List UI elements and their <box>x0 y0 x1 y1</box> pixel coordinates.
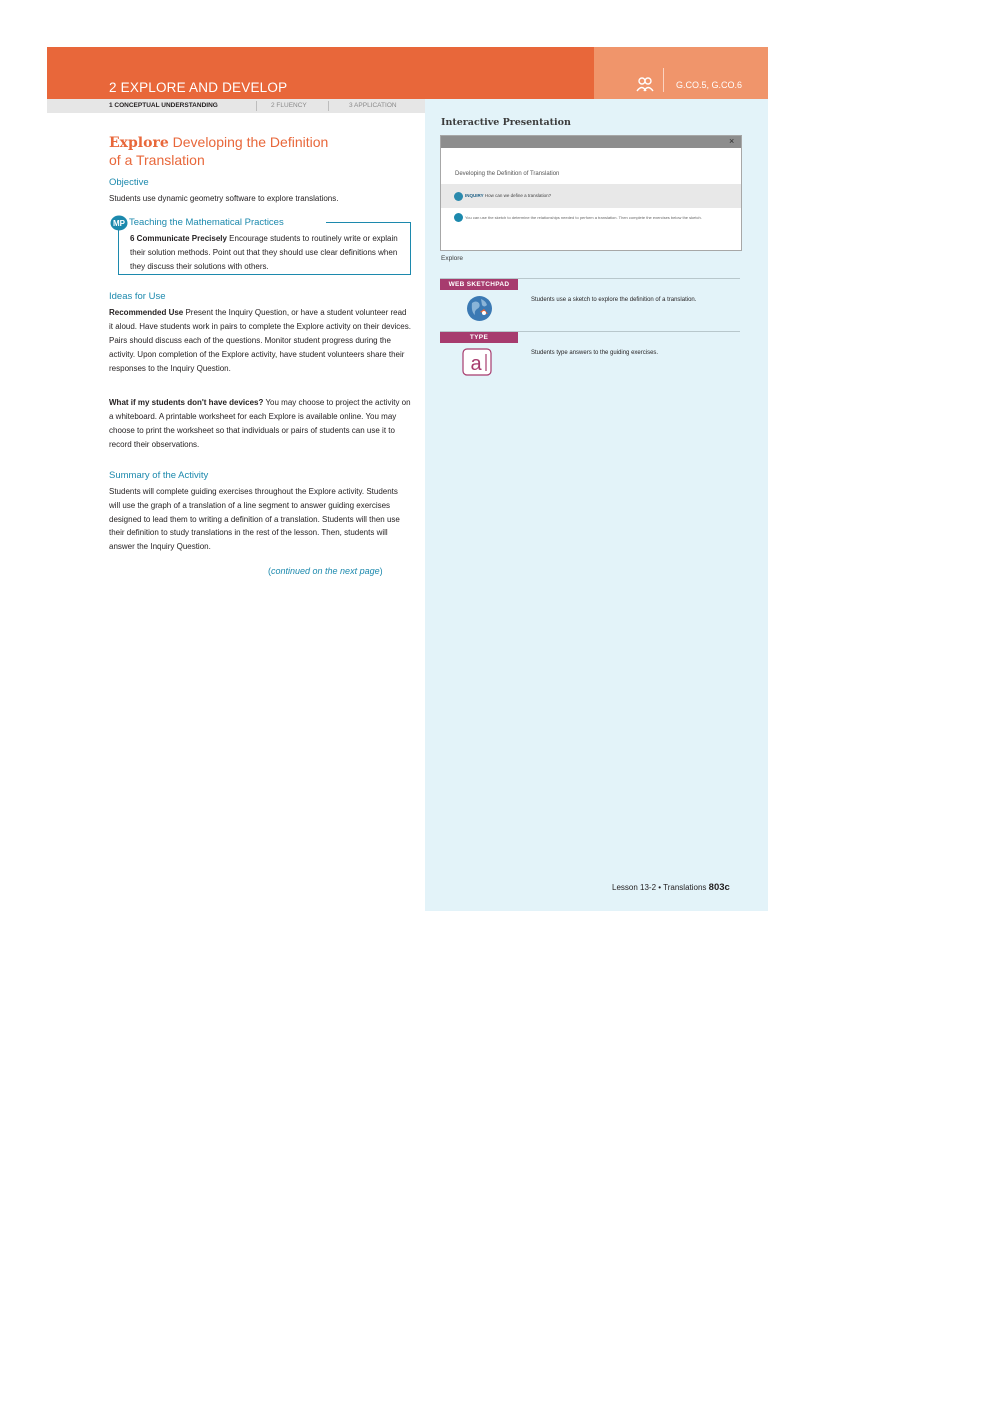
slide-title: Developing the Definition of Translation <box>455 171 560 177</box>
standards-bar <box>594 47 768 99</box>
type-badge: TYPE <box>440 332 518 343</box>
no-devices-text: You may choose to project the activity on a whiteboard. A printable worksheet for each Explore is available online. You may choose to print the worksheet so that individuals or pairs of students can use it to record their observations. <box>109 398 411 449</box>
close-icon[interactable]: × <box>729 136 735 146</box>
mp-icon <box>110 215 128 231</box>
type-a-icon <box>462 348 492 376</box>
sketch-icon <box>454 213 463 222</box>
page-footer <box>612 882 730 893</box>
globe-icon <box>466 295 493 322</box>
lesson-number: Lesson 13-2 <box>612 883 657 892</box>
recommended-use-text: Present the Inquiry Question, or have a student volunteer read it aloud. Have students work in pairs to complete the Explore activity on their devices. Pairs should discuss each of the questions. Monitor student progress during the activity. Upon completion of the Explore activity, have student volunteers share their responses to the Inquiry Question. <box>109 308 411 373</box>
explore-keyword: Explore <box>109 135 169 151</box>
mp-practice-name: 6 Communicate Precisely <box>130 234 227 243</box>
page-number: 803c <box>708 882 730 893</box>
continued-note: (continued on the next page) <box>268 566 383 576</box>
interactive-heading: Interactive Presentation <box>441 117 571 128</box>
type-description: Students type answers to the guiding exercises. <box>531 350 659 356</box>
summary-heading: Summary of the Activity <box>109 470 209 481</box>
sketch-instruction: You can use the sketch to determine the relationships needed to perform a translation. Then complete the exercises below the sketch. <box>465 215 702 220</box>
continued-text: continued on the next page <box>271 566 380 576</box>
section-title: 2 EXPLORE AND DEVELOP <box>109 80 288 95</box>
web-sketchpad-description: Students use a sketch to explore the definition of a translation. <box>531 297 697 303</box>
explore-title <box>109 134 409 169</box>
objective-text: Students use dynamic geometry software to explore translations. <box>109 194 339 203</box>
mp-icon-label: MP <box>113 219 125 228</box>
inquiry-question: How can we define a translation? <box>483 193 552 198</box>
svg-text:a: a <box>470 353 482 375</box>
explore-caption: Explore <box>441 255 464 262</box>
tab-fluency[interactable]: 2 FLUENCY <box>271 102 307 109</box>
explore-title-line1: Developing the Definition <box>168 134 329 150</box>
recommended-use-label: Recommended Use <box>109 308 184 317</box>
presentation-titlebar <box>441 136 741 148</box>
tab-divider <box>328 101 329 111</box>
ideas-heading: Ideas for Use <box>109 291 166 302</box>
mp-practice-text: Encourage students to routinely write or explain their solution methods. Point out that they should use clear definitions when they discuss their solutions with others. <box>130 234 398 271</box>
explore-title-line2: of a Translation <box>109 152 205 168</box>
ideas-paragraph-1 <box>109 306 411 376</box>
mp-text <box>130 232 405 274</box>
summary-text: Students will complete guiding exercises throughout the Explore activity. Students will use the graph of a translation of a line segment to answer guiding exercises designed to lead them to writing a definition of a translation. Students will then use their definition to study translations in the rest of the lesson. Then, students will answer the Inquiry Question. <box>109 487 400 552</box>
mp-callout-rule <box>326 222 411 223</box>
header-divider <box>663 68 664 92</box>
ideas-paragraph-2 <box>109 396 411 452</box>
standards-label: G.CO.5, G.CO.6 <box>676 80 743 90</box>
group-icon <box>636 76 654 92</box>
tab-divider <box>256 101 257 111</box>
inquiry-text <box>465 193 551 198</box>
mp-heading: Teaching the Mathematical Practices <box>129 217 284 228</box>
tab-conceptual-understanding[interactable]: 1 CONCEPTUAL UNDERSTANDING <box>109 102 218 109</box>
tab-application[interactable]: 3 APPLICATION <box>349 102 397 109</box>
footer-bullet: • <box>658 883 662 892</box>
inquiry-label: INQUIRY <box>465 193 484 198</box>
web-sketchpad-badge: WEB SKETCHPAD <box>440 279 518 290</box>
objective-heading: Objective <box>109 177 149 188</box>
lesson-topic: Translations <box>663 883 707 892</box>
no-devices-label: What if my students don't have devices? <box>109 398 264 407</box>
inquiry-icon <box>454 192 463 201</box>
